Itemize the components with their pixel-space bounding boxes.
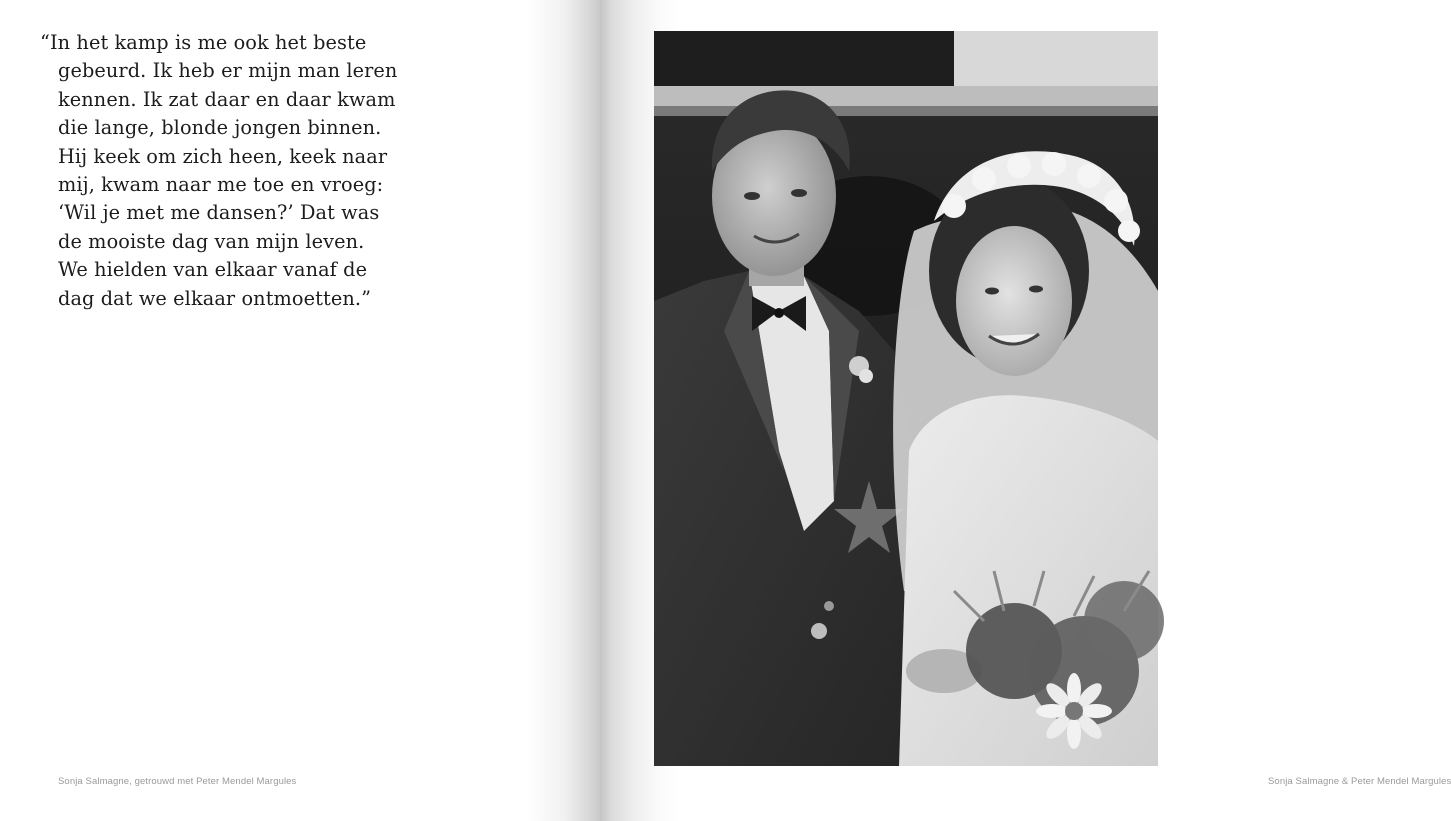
quote-line: Hij keek om zich heen, keek naar — [58, 144, 388, 168]
quote-line: gebeurd. Ik heb er mijn man leren — [58, 59, 398, 83]
quote-line: “In het kamp is me ook het beste — [40, 31, 367, 54]
quote-line: ‘Wil je met me dansen?’ Dat was — [58, 201, 380, 225]
quote-line: mij, kwam naar me toe en vroeg: — [58, 173, 384, 197]
quote-line: die lange, blonde jongen binnen. — [58, 116, 382, 140]
quote-line: kennen. Ik zat daar en daar kwam — [58, 87, 396, 111]
left-page — [0, 0, 600, 821]
caption-left: Sonja Salmagne, getrouwd met Peter Mendel Margules — [58, 776, 297, 787]
quote-line: de mooiste dag van mijn leven. — [58, 229, 365, 253]
quote-text — [40, 29, 460, 313]
wedding-photo-illustration — [654, 31, 1158, 766]
woman-face — [956, 226, 1072, 376]
caption-right: Sonja Salmagne & Peter Mendel Margules — [1268, 776, 1451, 787]
quote-line: We hielden van elkaar vanaf de — [58, 258, 368, 282]
quote-line: dag dat we elkaar ontmoetten.” — [58, 286, 372, 310]
wedding-photo — [654, 31, 1158, 766]
